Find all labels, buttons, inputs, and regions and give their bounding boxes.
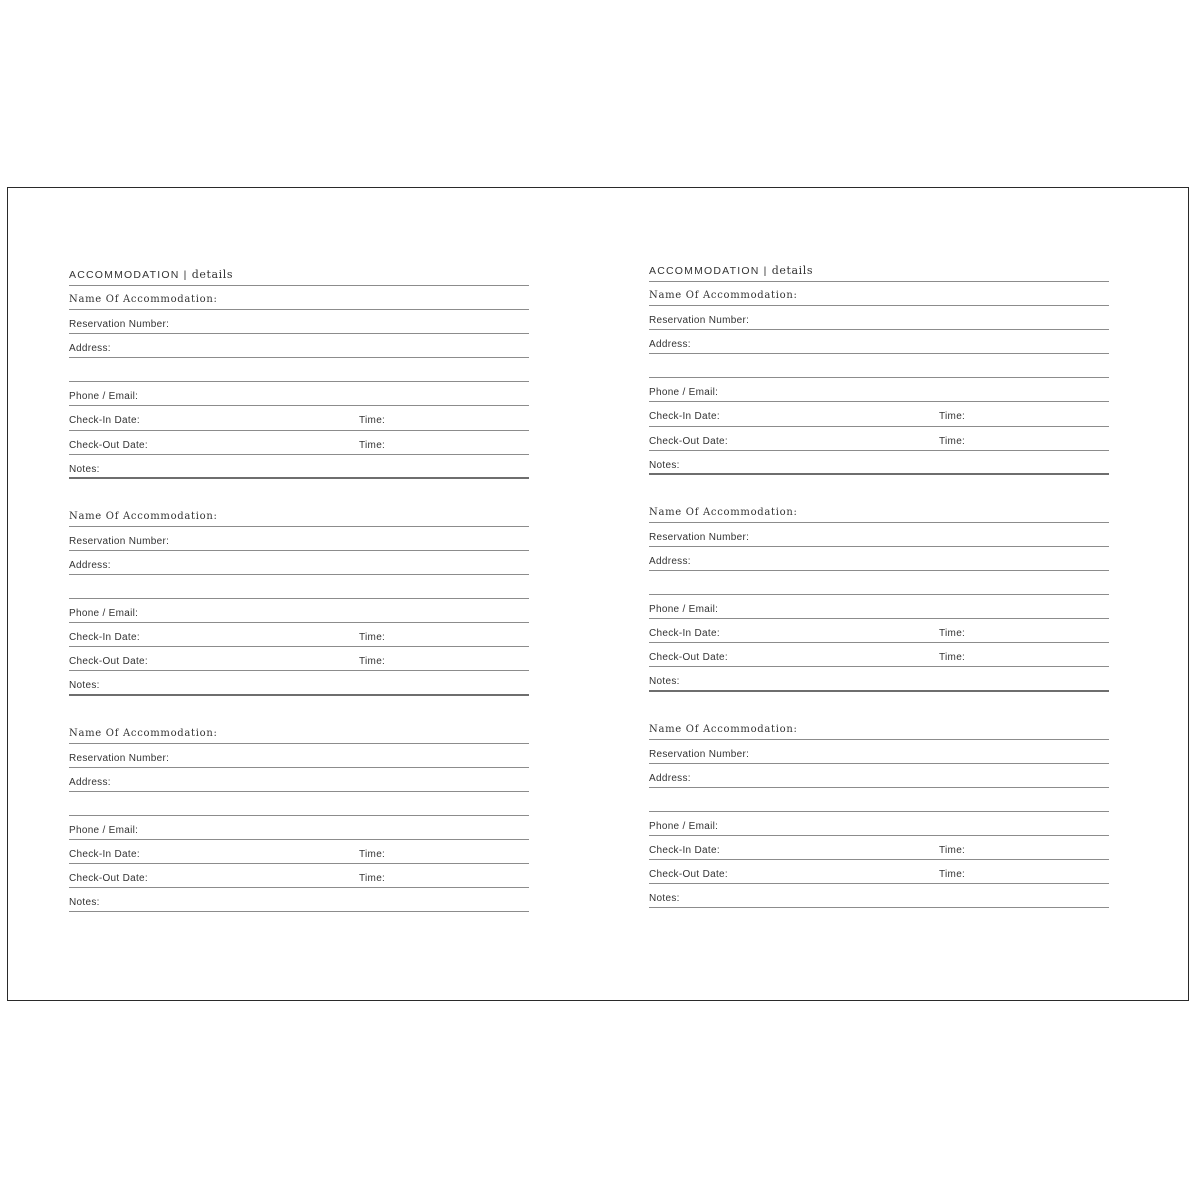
- check-in-field[interactable]: Check-In Date: Time:: [649, 402, 1109, 426]
- address-line-2[interactable]: [69, 792, 529, 816]
- notes-field[interactable]: Notes:: [649, 884, 1109, 908]
- name-field[interactable]: Name Of Accommodation:: [69, 286, 529, 310]
- check-in-field[interactable]: Check-In Date: Time:: [649, 619, 1109, 643]
- reservation-field[interactable]: Reservation Number:: [69, 310, 529, 334]
- name-field[interactable]: Name Of Accommodation:: [69, 503, 529, 527]
- planner-spread: [7, 187, 1189, 1001]
- accommodation-entry: [69, 720, 529, 913]
- address-field[interactable]: Address:: [649, 547, 1109, 571]
- phone-email-field[interactable]: Phone / Email:: [649, 812, 1109, 836]
- check-in-field[interactable]: Check-In Date: Time:: [69, 840, 529, 864]
- reservation-field[interactable]: Reservation Number:: [649, 740, 1109, 764]
- name-field[interactable]: Name Of Accommodation:: [649, 716, 1109, 740]
- notes-field[interactable]: Notes:: [69, 671, 529, 695]
- notes-field[interactable]: Notes:: [69, 888, 529, 912]
- address-field[interactable]: Address:: [649, 764, 1109, 788]
- check-out-field[interactable]: Check-Out Date: Time:: [649, 860, 1109, 884]
- check-in-field[interactable]: Check-In Date: Time:: [69, 623, 529, 647]
- address-field[interactable]: Address:: [69, 334, 529, 358]
- page-title: ACCOMMODATION | details: [649, 264, 1109, 282]
- notes-field[interactable]: Notes:: [649, 667, 1109, 691]
- left-page: [69, 268, 529, 912]
- accommodation-entry: [649, 716, 1109, 909]
- reservation-field[interactable]: Reservation Number:: [69, 744, 529, 768]
- phone-email-field[interactable]: Phone / Email:: [69, 816, 529, 840]
- accommodation-entry: [69, 503, 529, 696]
- check-in-field[interactable]: Check-In Date: Time:: [649, 836, 1109, 860]
- address-line-2[interactable]: [649, 788, 1109, 812]
- reservation-field[interactable]: Reservation Number:: [69, 527, 529, 551]
- check-out-field[interactable]: Check-Out Date: Time:: [69, 431, 529, 455]
- name-field[interactable]: Name Of Accommodation:: [649, 499, 1109, 523]
- address-line-2[interactable]: [649, 571, 1109, 595]
- address-line-2[interactable]: [69, 575, 529, 599]
- phone-email-field[interactable]: Phone / Email:: [69, 599, 529, 623]
- reservation-field[interactable]: Reservation Number:: [649, 306, 1109, 330]
- check-in-field[interactable]: Check-In Date: Time:: [69, 406, 529, 430]
- accommodation-entry: [69, 286, 529, 479]
- check-out-field[interactable]: Check-Out Date: Time:: [69, 647, 529, 671]
- address-field[interactable]: Address:: [69, 551, 529, 575]
- address-field[interactable]: Address:: [649, 330, 1109, 354]
- name-field[interactable]: Name Of Accommodation:: [649, 282, 1109, 306]
- notes-field[interactable]: Notes:: [649, 451, 1109, 475]
- accommodation-entry: [649, 282, 1109, 475]
- address-field[interactable]: Address:: [69, 768, 529, 792]
- accommodation-entry: [649, 499, 1109, 692]
- check-out-field[interactable]: Check-Out Date: Time:: [649, 427, 1109, 451]
- address-line-2[interactable]: [649, 354, 1109, 378]
- page-title: ACCOMMODATION | details: [69, 268, 529, 286]
- check-out-field[interactable]: Check-Out Date: Time:: [69, 864, 529, 888]
- notes-field[interactable]: Notes:: [69, 455, 529, 479]
- phone-email-field[interactable]: Phone / Email:: [69, 382, 529, 406]
- phone-email-field[interactable]: Phone / Email:: [649, 378, 1109, 402]
- name-field[interactable]: Name Of Accommodation:: [69, 720, 529, 744]
- right-page: [649, 264, 1109, 908]
- reservation-field[interactable]: Reservation Number:: [649, 523, 1109, 547]
- phone-email-field[interactable]: Phone / Email:: [649, 595, 1109, 619]
- check-out-field[interactable]: Check-Out Date: Time:: [649, 643, 1109, 667]
- address-line-2[interactable]: [69, 358, 529, 382]
